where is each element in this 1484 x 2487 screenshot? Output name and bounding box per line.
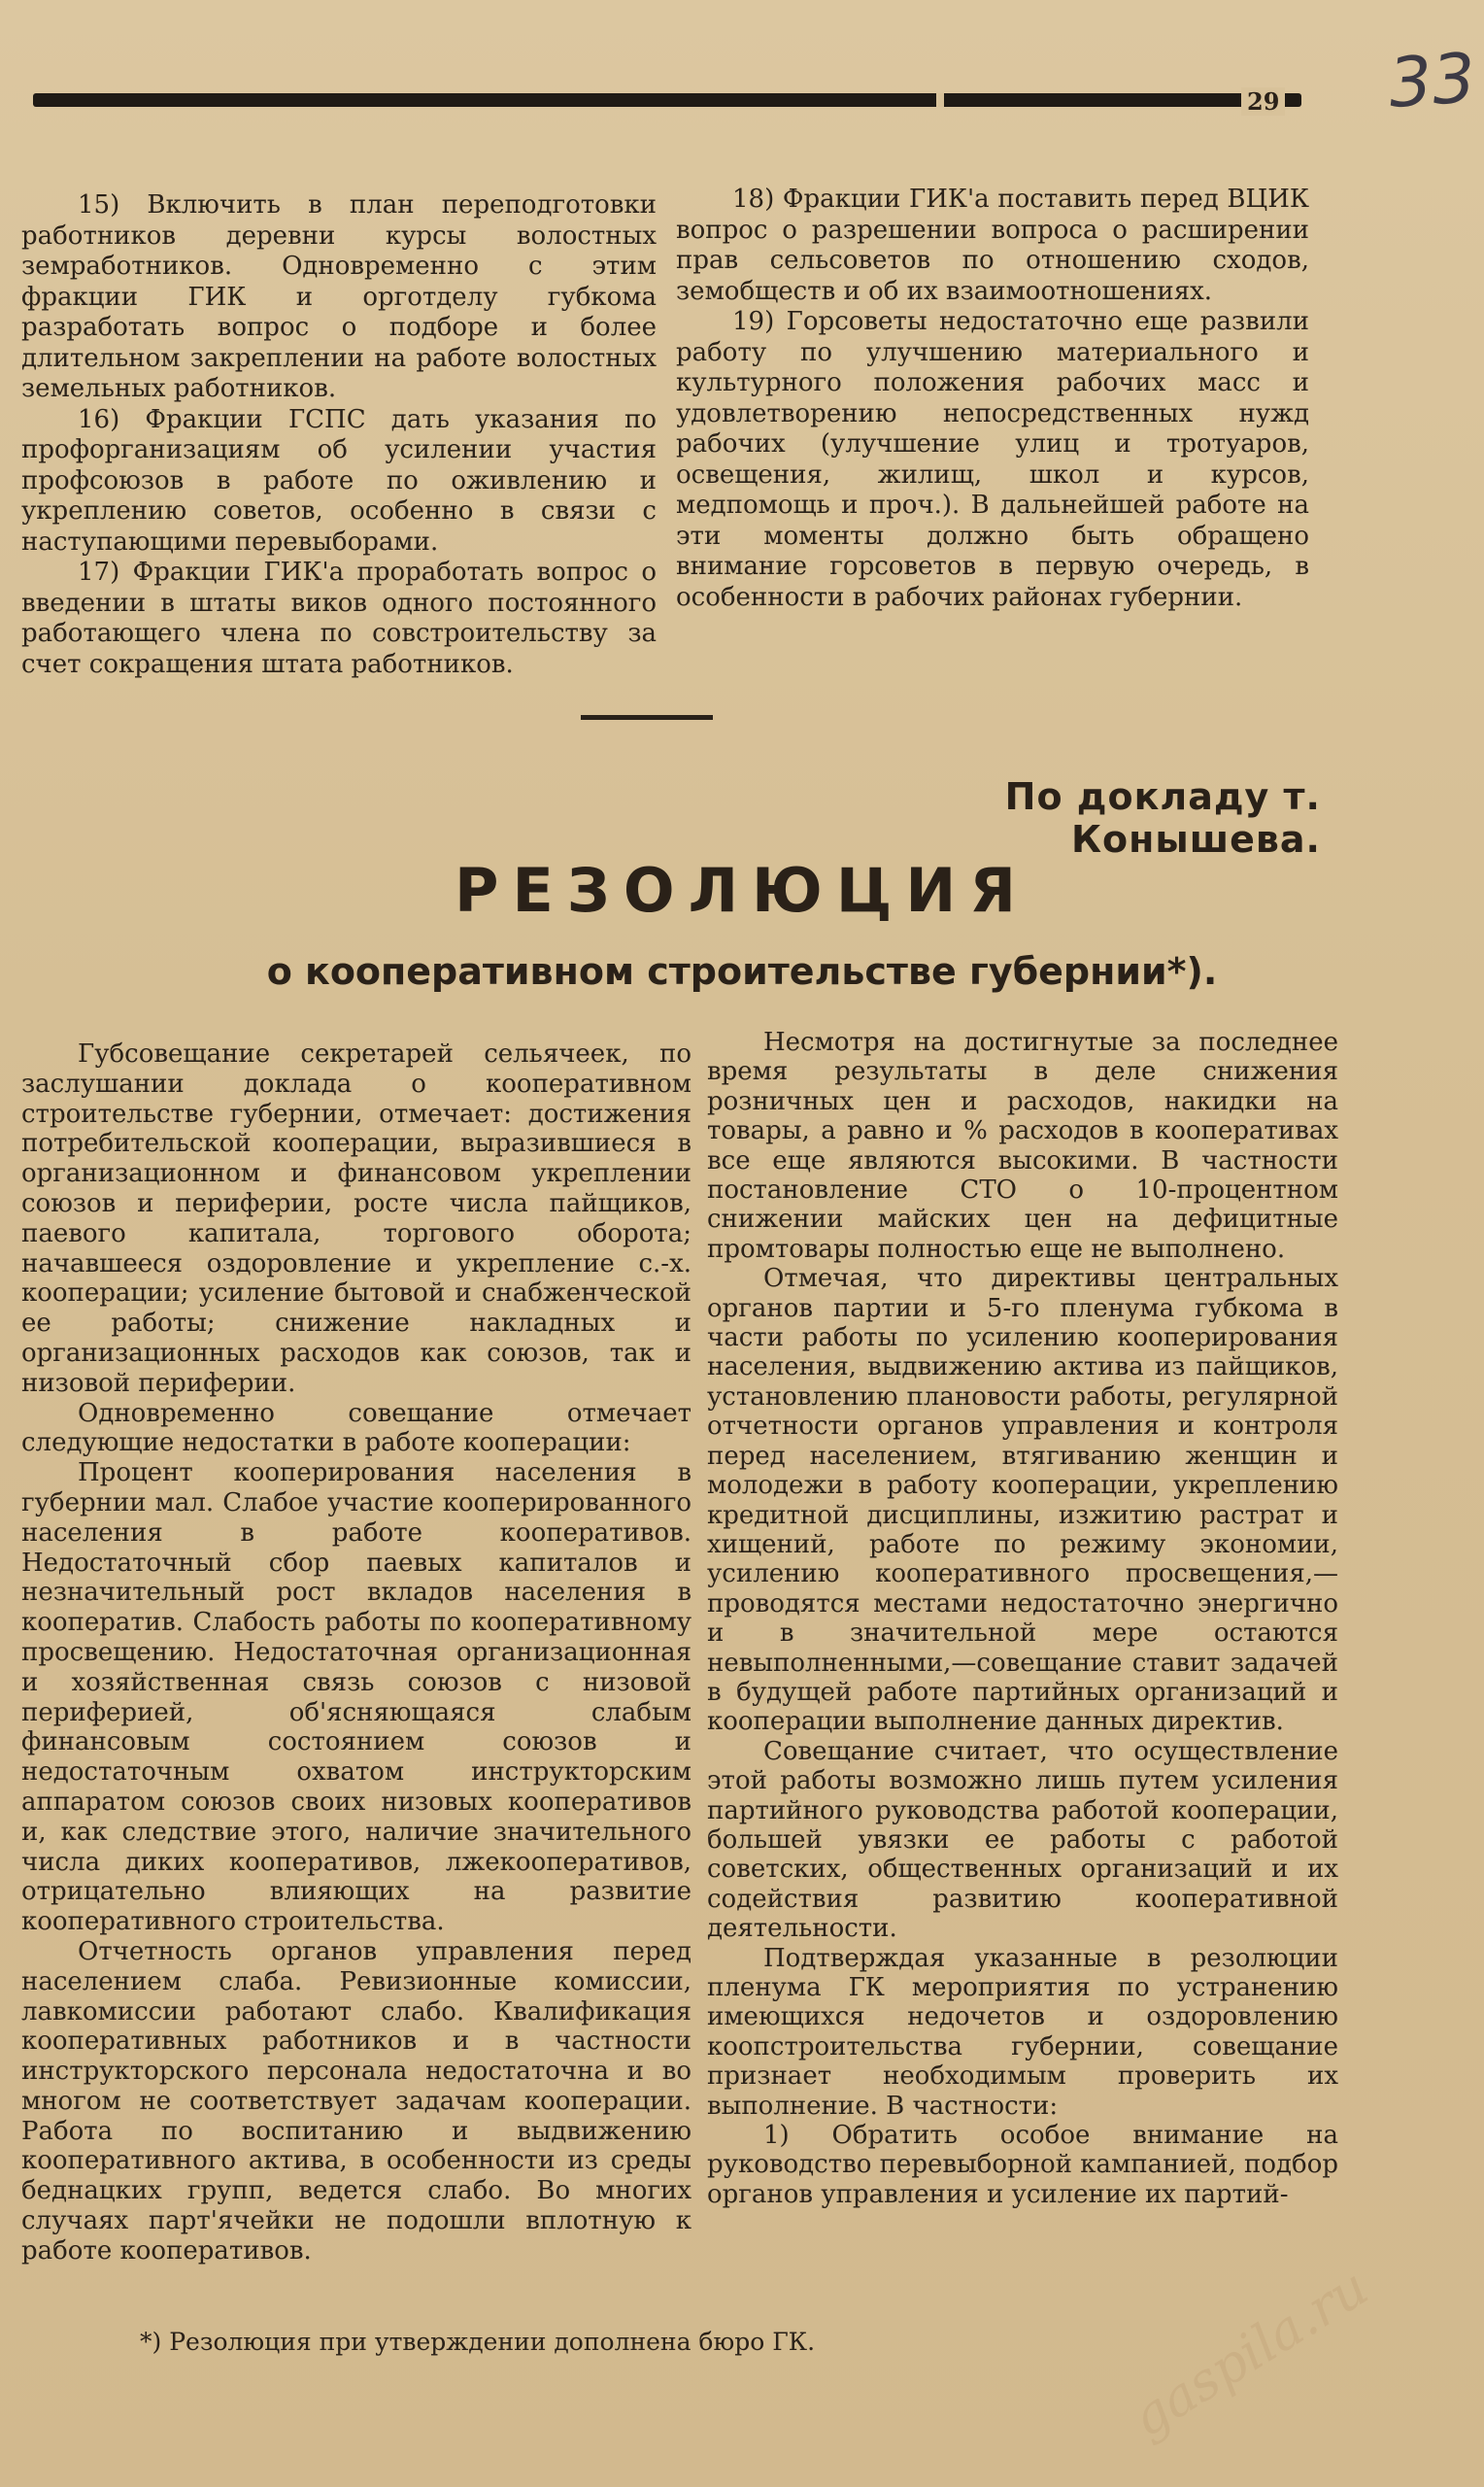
paragraph: 1) Обратить особое внимание на руководство перевыборной кампанией, подбор органов управления и усиление их партий- — [707, 2121, 1338, 2209]
site-watermark: gaspila.ru — [1121, 2256, 1379, 2449]
paragraph: Отчетность органов управления перед населением слаба. Ревизионные комиссии, лавкомиссии работают слабо. Квалификация кооперативных работников и в частности инструкторского персонала недостаточна и во многом не соответствует задачам кооперации. Работа по воспитанию и выдвижению кооперативного актива, в особенности из среды беднацких групп, ведется слабо. Во многих случаях парт'ячейки не подошли вплотную к работе кооперативов. — [21, 1936, 691, 2266]
footnote: *) Резолюция при утверждении дополнена бюро ГК. — [140, 2328, 816, 2356]
resolution-right-column — [707, 1028, 1338, 2209]
paragraph: 19) Горсоветы недостаточно еще развили работу по улучшению материального и культурного положения рабочих масс и удовлетворению непосредственных нужд рабочих (улучшение улиц и тротуаров, освещения, жилищ, школ и курсов, медпомощь и проч.). В дальнейшей работе на эти моменты должно быть обращено внимание горсоветов в первую очередь, в особенности в рабочих районах губернии. — [676, 307, 1309, 612]
paragraph: 17) Фракции ГИК'а проработать вопрос о введении в штаты виков одного постоянного работающего члена по совстроительству за счет сокращения штата работников. — [21, 558, 657, 679]
paragraph: Отмечая, что директивы центральных органов партии и 5-го пленума губкома в части работы по усилению кооперирования населения, выдвижению актива из пайщиков, установлению плановости работы, регулярной отчетности органов управления и контроля перед населением, втягиванию женщин и молодежи в работу кооперации, укреплению кредитной дисциплины, изжитию растрат и хищений, работе по режиму экономии, усилению кооперативного просвещения,—проводятся местами недостаточно энергично и в значительной мере остаются невыполненными,—совещание ставит задачей в будущей работе партийных организаций и кооперации выполнение данных директив. — [707, 1264, 1338, 1737]
top-left-column — [21, 190, 657, 680]
paragraph: 15) Включить в план переподготовки работников деревни курсы волостных земработников. Одновременно с этим фракции ГИК и орготделу губкома разработать вопрос о подборе и более длительном закреплении на работе волостных земельных работников. — [21, 190, 657, 403]
paragraph: Одновременно совещание отмечает следующие недостатки в работе кооперации: — [21, 1398, 691, 1458]
paragraph: Совещание считает, что осуществление этой работы возможно лишь путем усиления партийного руководства работой кооперации, большей увязки ее работы с работой советских, общественных организаций и их содействия развитию кооперативной деятельности. — [707, 1736, 1338, 1944]
report-byline: По докладу т. Конышева. — [1004, 775, 1321, 861]
paragraph: 16) Фракции ГСПС дать указания по профорганизациям об усилении участия профсоюзов в работе по оживлению и укреплению советов, особенно в связи с наступающими перевыборами. — [21, 404, 657, 557]
resolution-subtitle: о кооперативном строительстве губернии*). — [266, 950, 1218, 993]
paragraph: 18) Фракции ГИК'а поставить перед ВЦИК вопрос о разрешении вопроса о расширении прав сельсоветов по отношению сходов, земобществ и об их взаимоотношениях. — [676, 185, 1309, 306]
top-right-column — [676, 185, 1309, 613]
paragraph: Подтверждая указанные в резолюции пленума ГК мероприятия по устранению имеющихся недочетов и оздоровлению коопстроительства губернии, совещание признает необходимым проверить их выполнение. В частности: — [707, 1943, 1338, 2121]
paragraph: Процент кооперирования населения в губернии мал. Слабое участие кооперированного населения в работе кооперативов. Недостаточный сбор паевых капиталов и незначительный рост вкладов населения в кооператив. Слабость работы по кооперативному просвещению. Недостаточная организационная и хозяйственная связь союзов с низовой периферией, об'ясняющаяся слабым финансовым состоянием союзов и недостаточным охватом инструкторским аппаратом союзов своих низовых кооперативов и, как следствие этого, наличие значительного числа диких кооперативов, лжекооперативов, отрицательно влияющих на развитие кооперативного строительства. — [21, 1458, 691, 1937]
paragraph: Губсовещание секретарей сельячеек, по заслушании доклада о кооперативном строительстве губернии, отмечает: достижения потребительской кооперации, выразившиеся в организационном и финансовом укреплении союзов и периферии, росте числа пайщиков, паевого капитала, торгового оборота; начавшееся оздоровление и укрепление с.-х. кооперации; усиление бытовой и снабженческой ее работы; снижение накладных и организационных расходов как союзов, так и низовой периферии. — [21, 1039, 691, 1398]
paragraph: Несмотря на достигнутые за последнее время результаты в деле снижения розничных цен и расходов, накидки на товары, а равно и % расходов в кооперативах все еще являются высокими. В частности постановление СТО о 10-процентном снижении майских цен на дефицитные промтовары полностью еще не выполнено. — [707, 1028, 1338, 1264]
section-divider — [581, 715, 713, 720]
header-rule — [33, 93, 1301, 107]
resolution-left-column — [21, 1039, 691, 2266]
resolution-title: РЕЗОЛЮЦИЯ — [455, 855, 1029, 926]
handwritten-page-number: 33 — [1386, 37, 1478, 124]
page-number: 29 — [1241, 87, 1285, 116]
